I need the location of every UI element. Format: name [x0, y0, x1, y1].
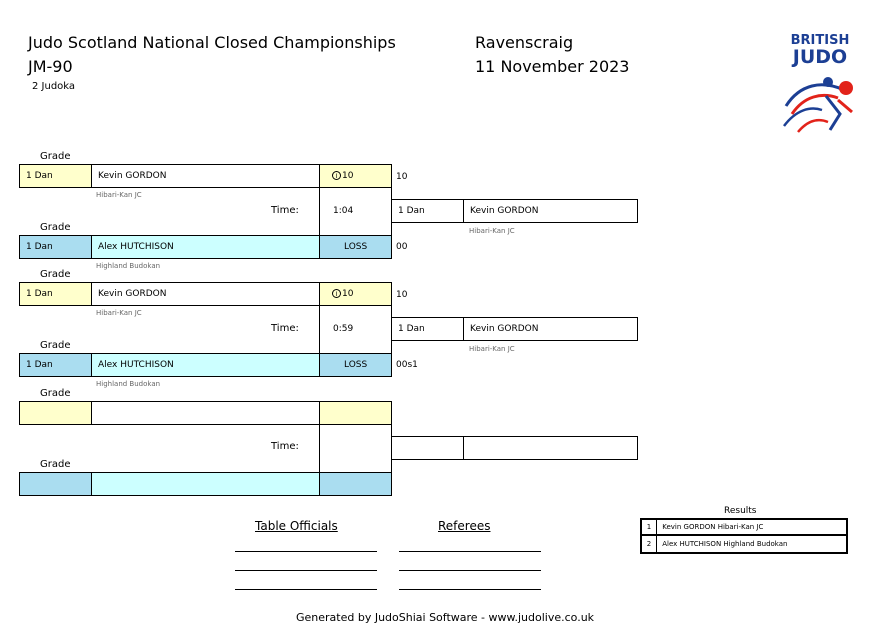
- white-grade-cell: 1 Dan: [19, 282, 92, 306]
- grade-label: Grade: [40, 388, 71, 399]
- referees-heading: Referees: [438, 519, 491, 533]
- blue-result-cell: LOSS: [319, 235, 392, 259]
- blue-club: Highland Budokan: [96, 380, 161, 388]
- blue-result-cell: [319, 472, 392, 496]
- table-official-signature-line: [235, 570, 377, 571]
- time-label: Time:: [271, 205, 299, 216]
- white-name-cell: [91, 401, 320, 425]
- time-box-left-border: [319, 306, 320, 353]
- winner-name-cell: Kevin GORDON: [463, 199, 638, 223]
- grade-label: Grade: [40, 340, 71, 351]
- time-label: Time:: [271, 441, 299, 452]
- results-position: 2: [642, 536, 657, 552]
- white-club: Hibari-Kan JC: [96, 191, 142, 199]
- white-name-cell: Kevin GORDON: [91, 282, 320, 306]
- blue-grade-cell: [19, 472, 92, 496]
- results-row: [640, 518, 848, 535]
- results-row: [640, 535, 848, 554]
- judo-figures-icon: [782, 66, 862, 138]
- match-time: 0:59: [333, 324, 354, 334]
- time-label: Time:: [271, 323, 299, 334]
- winner-grade-cell: 1 Dan: [391, 199, 464, 223]
- ippon-icon: I: [332, 171, 341, 180]
- grade-label: Grade: [40, 459, 71, 470]
- table-officials-heading: Table Officials: [255, 519, 338, 533]
- blue-score: 00: [396, 242, 408, 252]
- white-result-cell: [319, 282, 392, 306]
- blue-name-cell: Alex HUTCHISON: [91, 353, 320, 377]
- white-grade-cell: [19, 401, 92, 425]
- white-score: 10: [396, 172, 408, 182]
- blue-name-cell: Alex HUTCHISON: [91, 235, 320, 259]
- event-date: 11 November 2023: [475, 57, 630, 76]
- match-time: 1:04: [333, 206, 354, 216]
- venue: Ravenscraig: [475, 33, 574, 52]
- table-official-signature-line: [235, 589, 377, 590]
- judoka-count: 2 Judoka: [32, 81, 76, 92]
- white-score: 10: [396, 290, 408, 300]
- white-result-cell: [319, 164, 392, 188]
- referee-signature-line: [399, 589, 541, 590]
- winner-name-cell: [463, 436, 638, 460]
- blue-club: Highland Budokan: [96, 262, 161, 270]
- winner-club: Hibari-Kan JC: [469, 345, 515, 353]
- results-entry: Alex HUTCHISON Highland Budokan: [662, 540, 788, 548]
- table-official-signature-line: [235, 551, 377, 552]
- weight-category: JM-90: [28, 57, 73, 76]
- british-judo-logo: [782, 34, 862, 142]
- winner-club: Hibari-Kan JC: [469, 227, 515, 235]
- blue-name-cell: [91, 472, 320, 496]
- logo-text-line1: BRITISH: [790, 33, 850, 48]
- blue-score: 00s1: [396, 360, 418, 370]
- referee-signature-line: [399, 551, 541, 552]
- time-box-left-border: [319, 425, 320, 472]
- white-grade-cell: 1 Dan: [19, 164, 92, 188]
- blue-result-cell: LOSS: [319, 353, 392, 377]
- white-result-cell: [319, 401, 392, 425]
- white-result-text: 10: [342, 289, 354, 299]
- results-heading: Results: [724, 506, 757, 516]
- grade-label: Grade: [40, 222, 71, 233]
- footer-credit: Generated by JudoShiai Software - www.judolive.co.uk: [296, 611, 595, 624]
- competition-title: Judo Scotland National Closed Championships: [28, 33, 396, 52]
- white-result-text: 10: [342, 171, 354, 181]
- winner-grade-cell: [391, 436, 464, 460]
- grade-label: Grade: [40, 269, 71, 280]
- ippon-icon: I: [332, 289, 341, 298]
- blue-grade-cell: 1 Dan: [19, 235, 92, 259]
- white-name-cell: Kevin GORDON: [91, 164, 320, 188]
- grade-label: Grade: [40, 151, 71, 162]
- logo-text-line2: JUDO: [792, 46, 848, 68]
- white-club: Hibari-Kan JC: [96, 309, 142, 317]
- results-entry: Kevin GORDON Hibari-Kan JC: [662, 523, 764, 531]
- results-position: 1: [642, 520, 657, 535]
- time-box-left-border: [319, 188, 320, 235]
- winner-grade-cell: 1 Dan: [391, 317, 464, 341]
- blue-grade-cell: 1 Dan: [19, 353, 92, 377]
- referee-signature-line: [399, 570, 541, 571]
- winner-name-cell: Kevin GORDON: [463, 317, 638, 341]
